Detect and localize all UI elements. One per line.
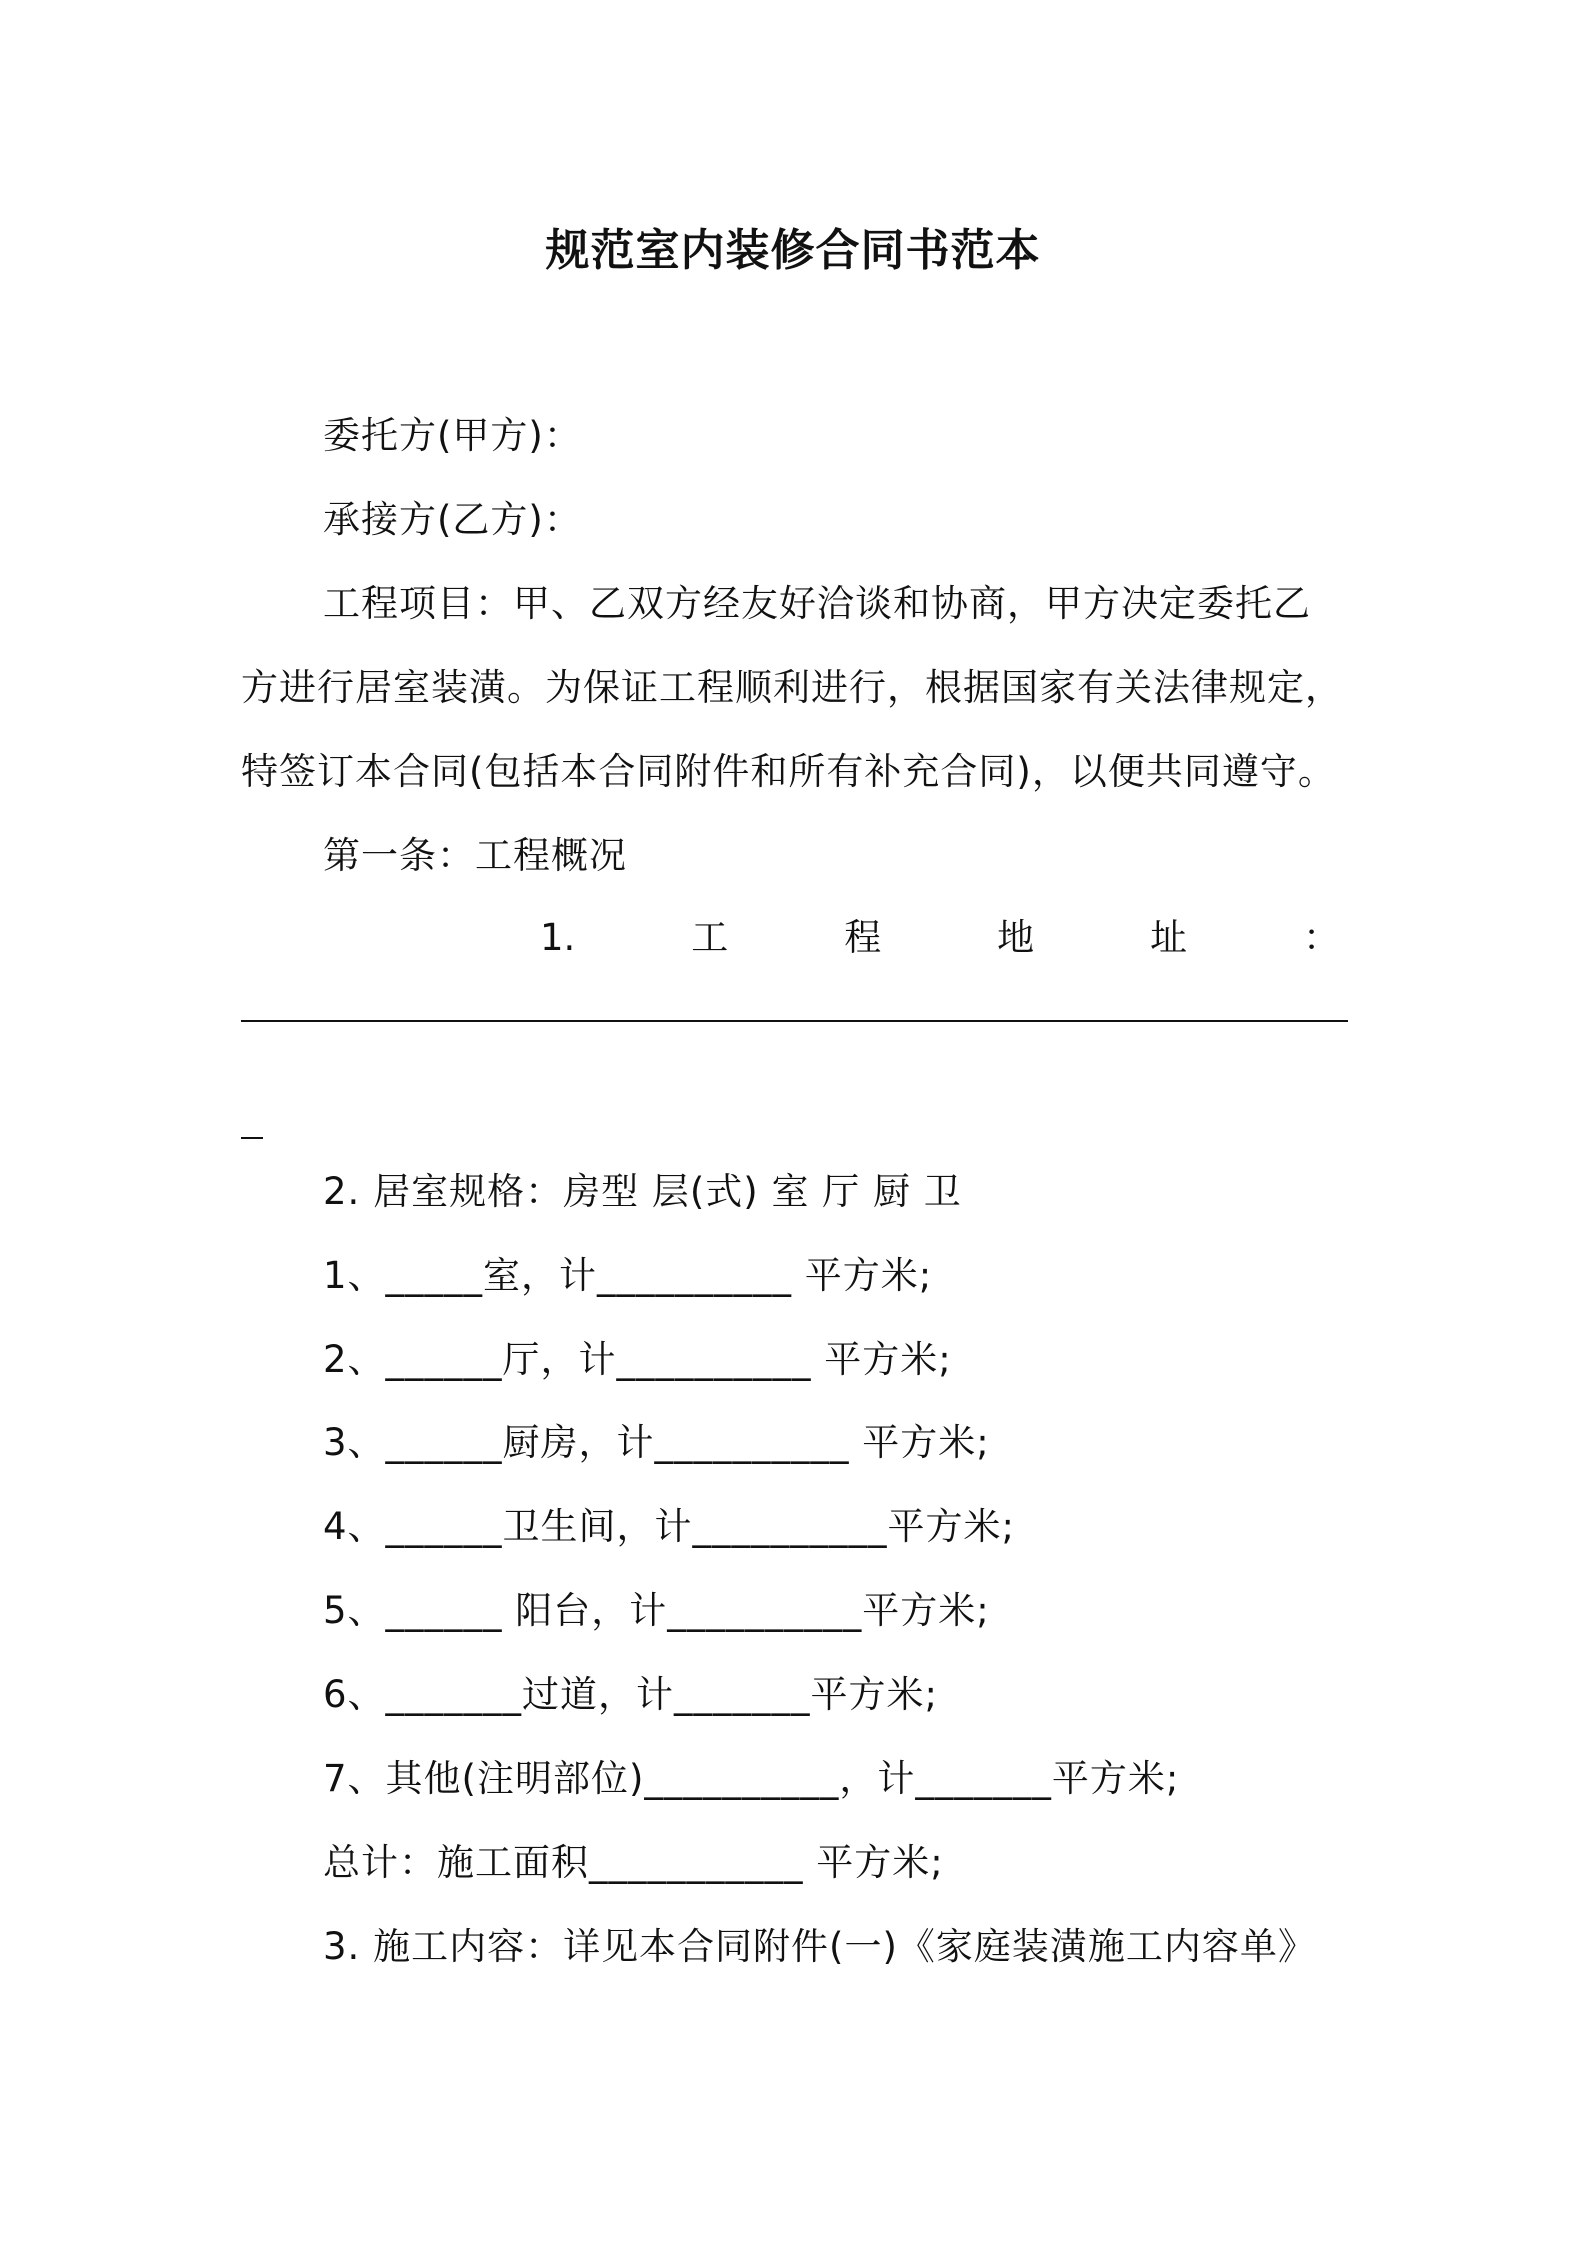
party-b-label: 承接方(乙方)： bbox=[323, 498, 582, 541]
area-item: 6、_______过道，计_______平方米; bbox=[323, 1673, 939, 1716]
address-blank-rule bbox=[241, 1020, 1348, 1022]
address-char: 程 bbox=[844, 916, 882, 959]
area-item: 4、______卫生间，计__________平方米; bbox=[323, 1505, 1016, 1548]
article-1-heading: 第一条：工程概况 bbox=[323, 834, 627, 877]
address-colon: ： bbox=[1303, 916, 1340, 959]
address-blank-rule-end bbox=[241, 1137, 263, 1139]
area-item: 5、______ 阳台，计__________平方米; bbox=[323, 1589, 990, 1632]
document-title: 规范室内装修合同书范本 bbox=[545, 225, 1041, 276]
area-item: 2、______厅，计__________ 平方米; bbox=[323, 1338, 952, 1381]
party-a-label: 委托方(甲方)： bbox=[323, 414, 582, 457]
area-item: 7、其他(注明部位)__________，计_______平方米; bbox=[323, 1757, 1180, 1800]
area-item: 3、______厨房，计__________ 平方米; bbox=[323, 1421, 990, 1464]
address-line bbox=[540, 914, 1340, 962]
intro-line-3: 特签订本合同(包括本合同附件和所有补充合同)，以便共同遵守。 bbox=[241, 750, 1336, 793]
total-area: 总计：施工面积___________ 平方米; bbox=[323, 1841, 944, 1884]
area-item: 1、_____室，计__________ 平方米; bbox=[323, 1254, 933, 1297]
spec-heading: 2. 居室规格：房型 层(式) 室 厅 厨 卫 bbox=[323, 1170, 962, 1213]
intro-line-1: 工程项目：甲、乙双方经友好洽谈和协商，甲方决定委托乙 bbox=[323, 582, 1311, 625]
intro-line-2: 方进行居室装潢。为保证工程顺利进行，根据国家有关法律规定， bbox=[241, 666, 1343, 709]
address-char: 地 bbox=[997, 916, 1035, 959]
construction-content: 3. 施工内容：详见本合同附件(一)《家庭装潢施工内容单》 bbox=[323, 1925, 1316, 1968]
address-char: 工 bbox=[691, 916, 729, 959]
address-char: 址 bbox=[1150, 916, 1188, 959]
address-number: 1. bbox=[540, 916, 576, 959]
